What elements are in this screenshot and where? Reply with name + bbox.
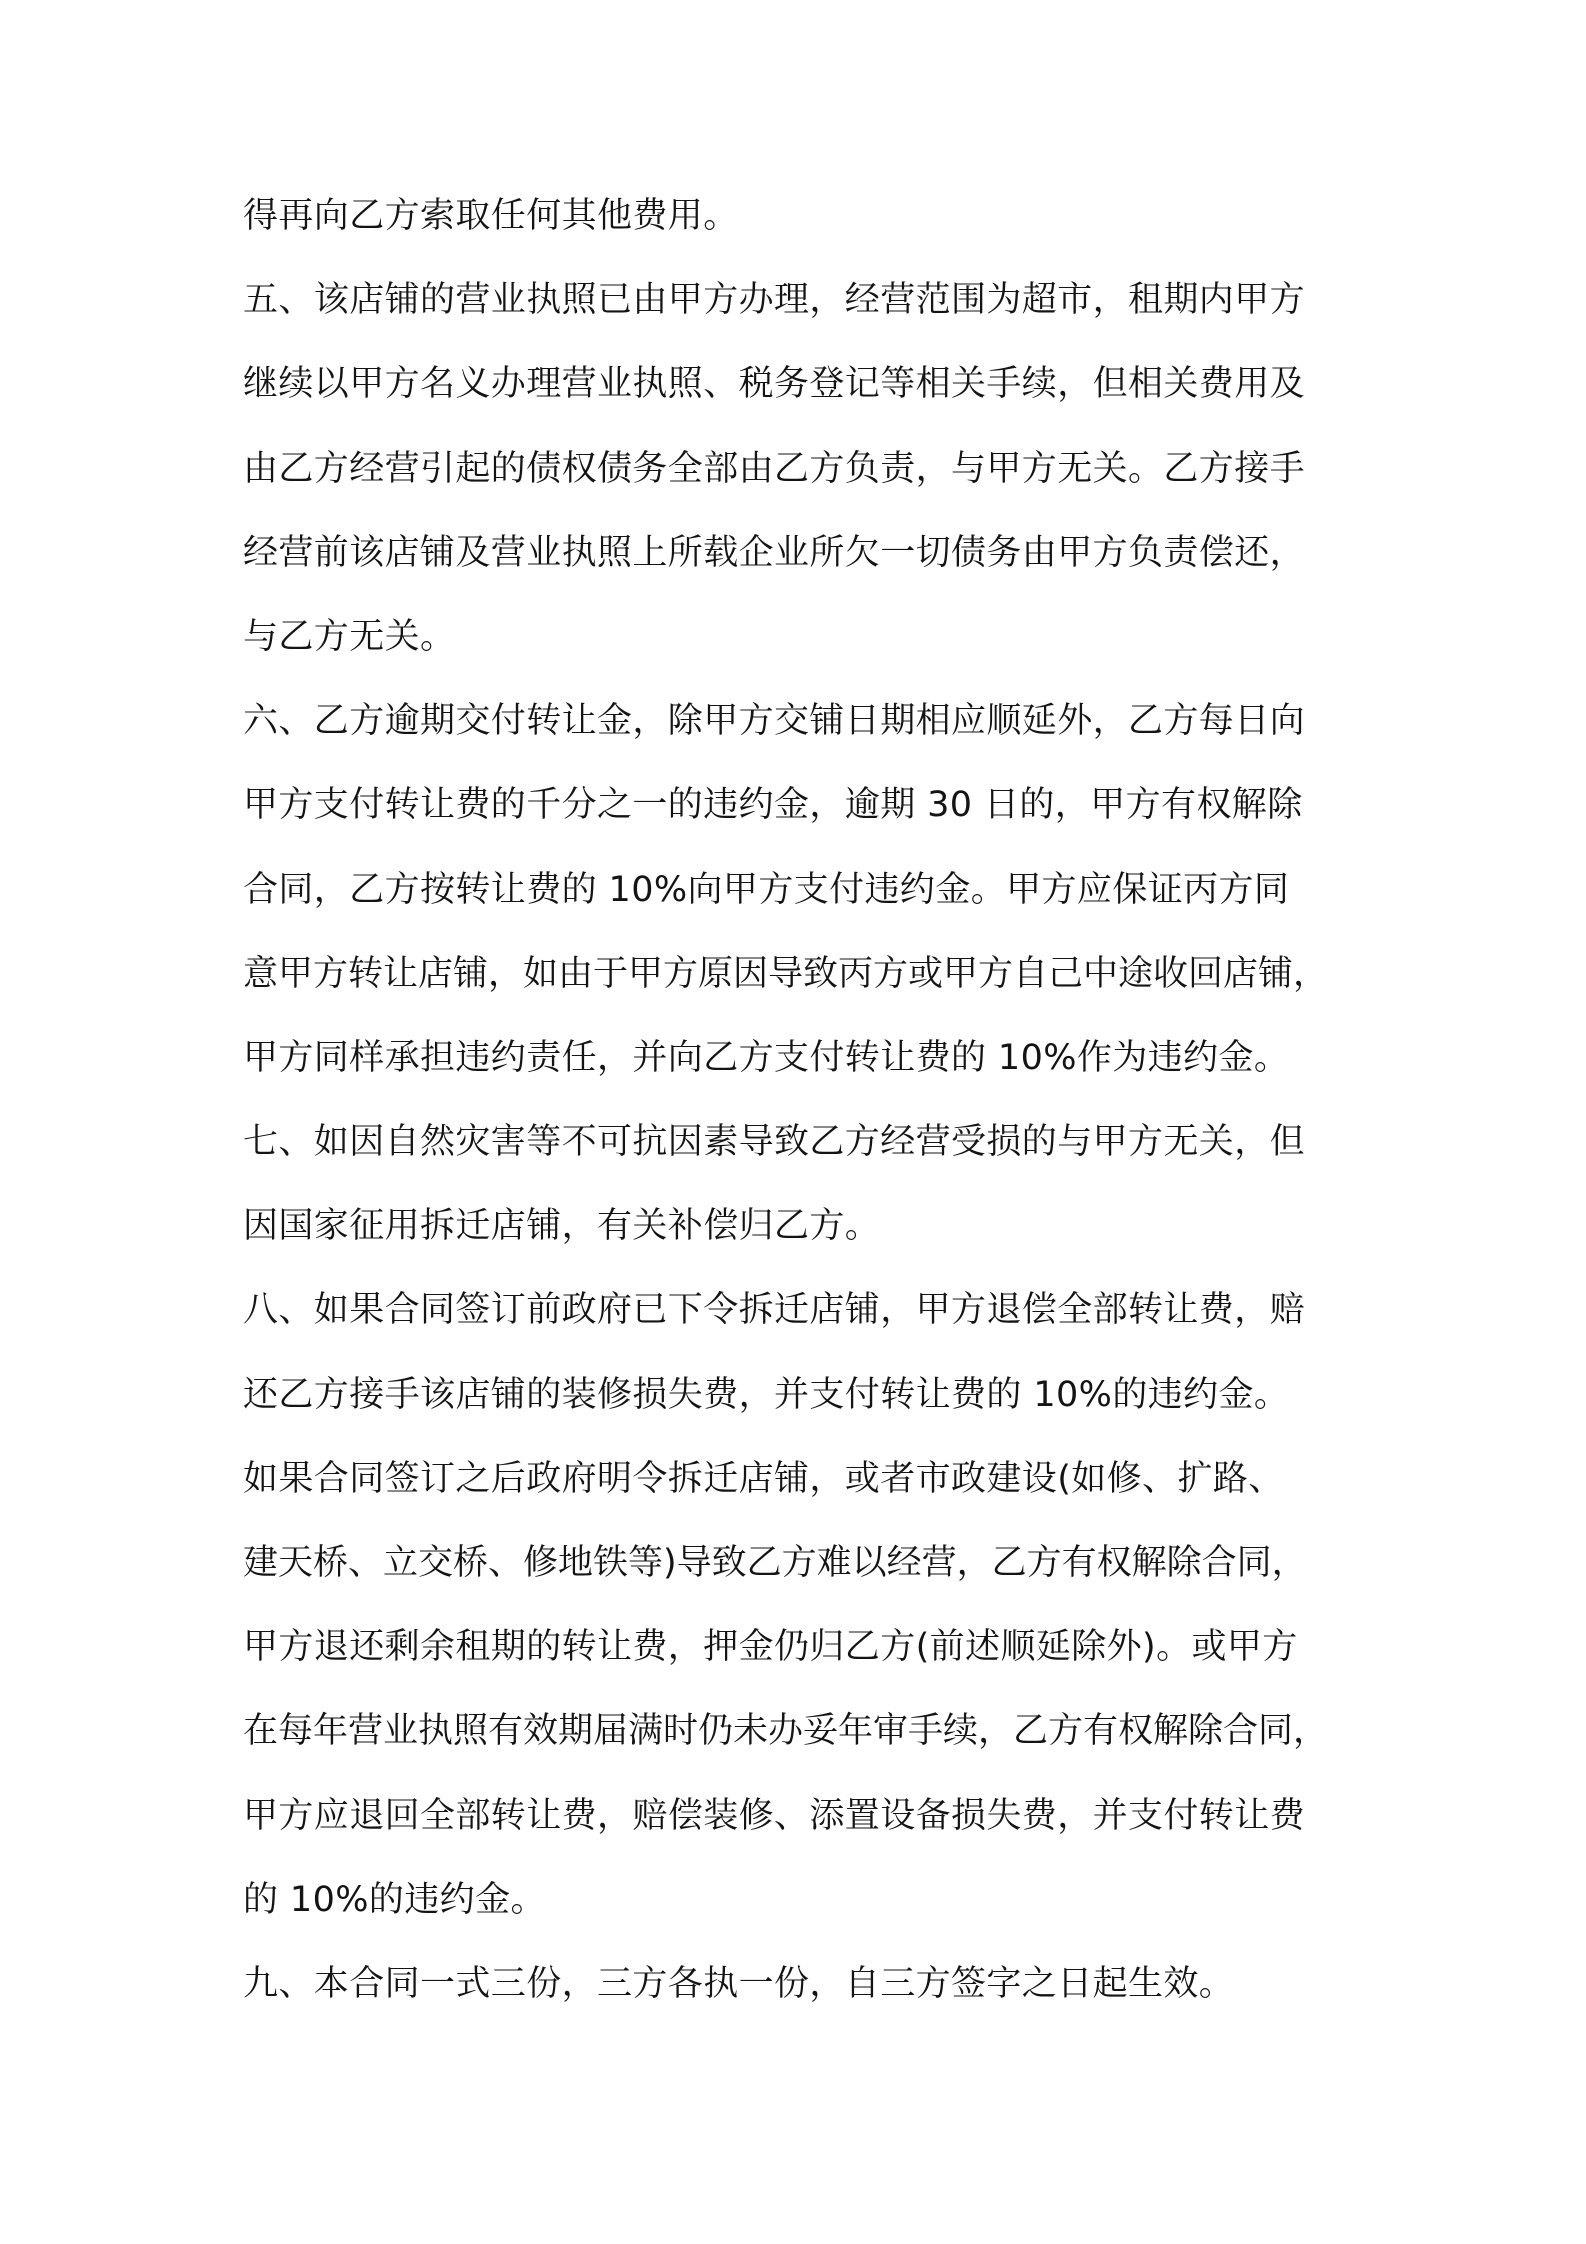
text-line: 甲方同样承担违约责任，并向乙方支付转让费的 10%作为违约金。	[243, 1037, 1290, 1078]
text-line: 七、如因自然灾害等不可抗因素导致乙方经营受损的与甲方无关，但	[243, 1122, 1306, 1163]
text-line: 五、该店铺的营业执照已由甲方办理，经营范围为超市，租期内甲方	[243, 280, 1306, 321]
text-line: 因国家征用拆迁店铺，有关补偿归乙方。	[243, 1206, 881, 1247]
text-line: 继续以甲方名义办理营业执照、税务登记等相关手续，但相关费用及	[243, 364, 1306, 405]
text-line: 合同，乙方按转让费的 10%向甲方支付违约金。甲方应保证丙方同	[243, 869, 1290, 910]
text-line: 意甲方转让店铺，如由于甲方原因导致丙方或甲方自己中途收回店铺，	[243, 953, 1329, 994]
document-body	[243, 196, 1363, 2048]
text-line: 建天桥、立交桥、修地铁等)导致乙方难以经营，乙方有权解除合同，	[243, 1543, 1307, 1583]
text-line: 八、如果合同签订前政府已下令拆迁店铺，甲方退偿全部转让费，赔	[243, 1290, 1306, 1331]
text-line: 九、本合同一式三份，三方各执一份，自三方签字之日起生效。	[243, 1963, 1235, 2004]
text-line: 甲方应退回全部转让费，赔偿装修、添置设备损失费，并支付转让费	[243, 1795, 1306, 1836]
text-line: 在每年营业执照有效期届满时仍未办妥年审手续，乙方有权解除合同，	[243, 1711, 1329, 1752]
text-line: 甲方退还剩余租期的转让费，押金仍归乙方(前述顺延除外)。或甲方	[243, 1627, 1298, 1668]
text-line: 得再向乙方索取任何其他费用。	[243, 196, 739, 236]
text-line: 六、乙方逾期交付转让金，除甲方交铺日期相应顺延外，乙方每日向	[243, 701, 1306, 742]
text-line: 还乙方接手该店铺的装修损失费，并支付转让费的 10%的违约金。	[243, 1374, 1290, 1415]
text-line: 与乙方无关。	[243, 616, 456, 657]
text-line: 经营前该店铺及营业执照上所载企业所欠一切债务由甲方负责偿还，	[243, 532, 1306, 573]
text-line: 由乙方经营引起的债权债务全部由乙方负责，与甲方无关。乙方接手	[243, 448, 1306, 489]
text-line: 甲方支付转让费的千分之一的违约金，逾期 30 日的，甲方有权解除	[243, 785, 1303, 826]
text-line: 如果合同签订之后政府明令拆迁店铺，或者市政建设(如修、扩路、	[243, 1458, 1284, 1499]
text-line: 的 10%的违约金。	[243, 1879, 546, 1920]
